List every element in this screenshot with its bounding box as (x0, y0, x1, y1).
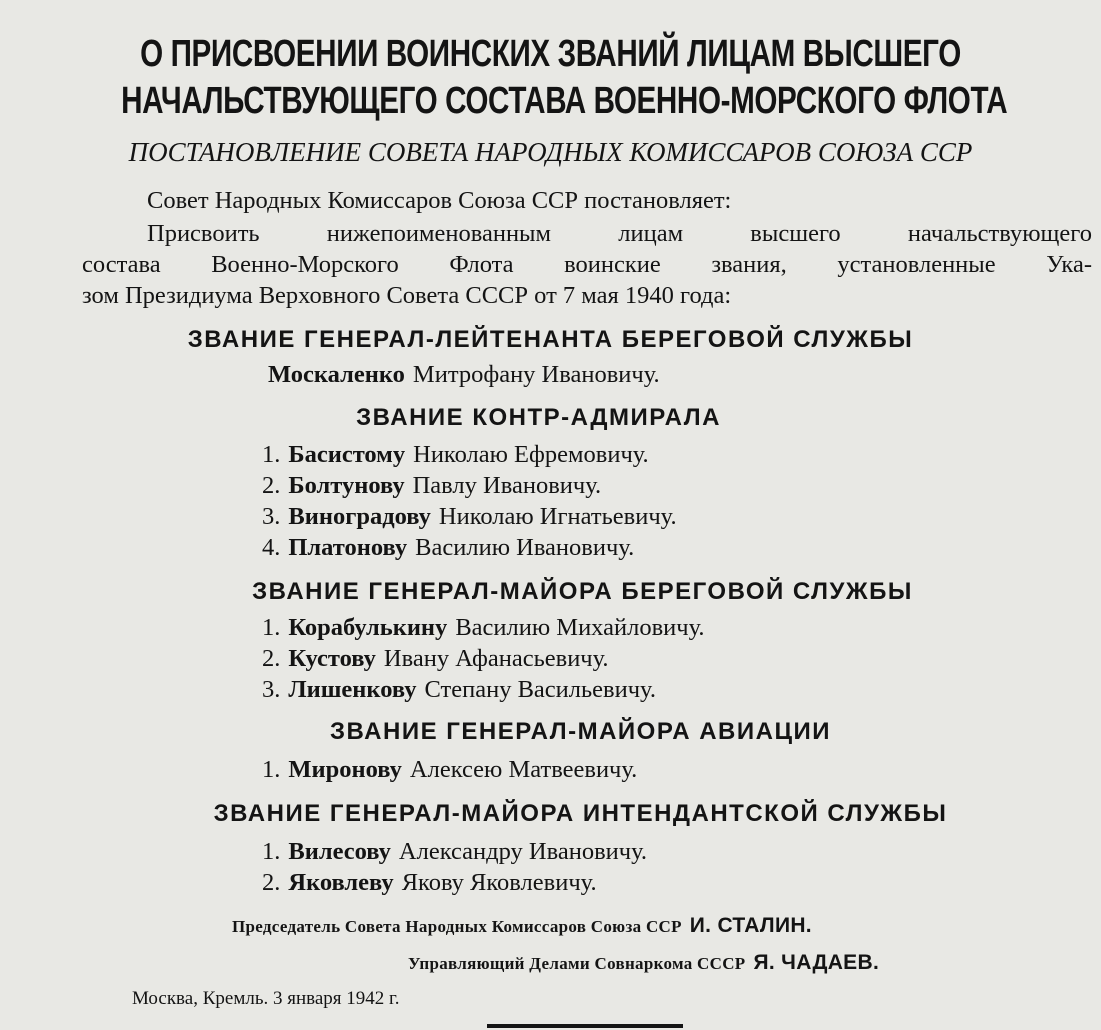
given-name: Николаю Игнатьевичу. (438, 503, 677, 530)
divider (487, 1024, 683, 1028)
word: воинские (564, 251, 661, 278)
given-name: Ивану Афанасьевичу. (383, 645, 609, 672)
person-entry (262, 614, 705, 642)
word: Ука- (1046, 251, 1092, 278)
entry-number: 1. (262, 614, 281, 641)
surname: Миронову (288, 756, 402, 783)
person-entry (268, 361, 660, 389)
entry-number: 2. (262, 645, 281, 672)
surname: Лишенкову (288, 676, 417, 703)
person-entry (262, 534, 634, 562)
surname: Басистому (288, 441, 406, 468)
signature-name: Я. ЧАДАЕВ. (753, 951, 880, 974)
person-entry (262, 869, 597, 897)
word: высшего (750, 220, 841, 247)
surname: Платонову (288, 534, 408, 561)
given-name: Василию Михайловичу. (455, 614, 705, 641)
title-line-2: НАЧАЛЬСТВУЮЩЕГО СОСТАВА ВОЕННО-МОРСКОГО ФЛОТА (121, 80, 1008, 122)
word: Флота (449, 251, 514, 278)
surname: Виноградову (288, 503, 431, 530)
given-name: Павлу Ивановичу. (412, 472, 602, 499)
section-heading: ЗВАНИЕ ГЕНЕРАЛ-МАЙОРА АВИАЦИИ (330, 718, 831, 745)
title-line-1: О ПРИСВОЕНИИ ВОИНСКИХ ЗВАНИЙ ЛИЦАМ ВЫСШЕГО (140, 33, 961, 75)
entry-number: 1. (262, 756, 281, 783)
given-name: Николаю Ефремовичу. (413, 441, 649, 468)
entry-number: 3. (262, 676, 281, 703)
section-heading: ЗВАНИЕ КОНТР-АДМИРАЛА (356, 404, 721, 431)
person-entry (262, 676, 656, 704)
person-entry (262, 838, 647, 866)
entry-number: 2. (262, 472, 281, 499)
surname: Болтунову (288, 472, 405, 499)
entry-number: 1. (262, 441, 281, 468)
body-line-3: зом Президиума Верховного Совета СССР от 7 мая 1940 года: (82, 282, 732, 309)
person-entry (262, 756, 637, 784)
section-heading: ЗВАНИЕ ГЕНЕРАЛ-МАЙОРА БЕРЕГОВОЙ СЛУЖБЫ (252, 578, 913, 605)
signature-name: И. СТАЛИН. (689, 914, 812, 937)
signature-manager (408, 951, 879, 975)
body-line-1 (147, 220, 1092, 248)
section-heading: ЗВАНИЕ ГЕНЕРАЛ-МАЙОРА ИНТЕНДАНТСКОЙ СЛУЖБЫ (213, 800, 948, 827)
entry-number: 3. (262, 503, 281, 530)
word: лицам (618, 220, 684, 247)
word: установленные (837, 251, 996, 278)
word: начальствующего (907, 220, 1092, 247)
given-name: Василию Ивановичу. (415, 534, 635, 561)
section-heading: ЗВАНИЕ ГЕНЕРАЛ-ЛЕЙТЕНАНТА БЕРЕГОВОЙ СЛУЖБЫ (187, 326, 914, 353)
word: Военно-Морского (211, 251, 399, 278)
surname: Кустову (288, 645, 376, 672)
word: Присвоить (147, 220, 260, 247)
intro-paragraph: Совет Народных Комиссаров Союза ССР постановляет: (147, 187, 732, 214)
place-date: Москва, Кремль. 3 января 1942 г. (132, 988, 400, 1009)
person-entry (262, 472, 601, 500)
given-name: Митрофану Ивановичу. (412, 361, 660, 388)
person-entry (262, 441, 649, 469)
given-name: Алексею Матвеевичу. (409, 756, 638, 783)
surname: Вилесову (288, 838, 391, 865)
word: нижепоименованным (326, 220, 552, 247)
word: звания, (711, 251, 787, 278)
surname: Корабулькину (288, 614, 448, 641)
surname: Москаленко (268, 361, 405, 388)
signature-position: Управляющий Делами Совнаркома СССР (408, 954, 746, 973)
entry-number: 2. (262, 869, 281, 896)
given-name: Александру Ивановичу. (398, 838, 648, 865)
signature-position: Председатель Совета Народных Комиссаров Союза ССР (232, 917, 682, 936)
given-name: Степану Васильевичу. (424, 676, 656, 703)
body-line-2 (82, 251, 1092, 279)
entry-number: 4. (262, 534, 281, 561)
subtitle: ПОСТАНОВЛЕНИЕ СОВЕТА НАРОДНЫХ КОМИССАРОВ СОЮЗА ССР (128, 137, 973, 167)
word: состава (82, 251, 161, 278)
person-entry (262, 645, 609, 673)
person-entry (262, 503, 677, 531)
surname: Яковлеву (288, 869, 394, 896)
entry-number: 1. (262, 838, 281, 865)
given-name: Якову Яковлевичу. (401, 869, 597, 896)
signature-chairman (232, 914, 812, 938)
